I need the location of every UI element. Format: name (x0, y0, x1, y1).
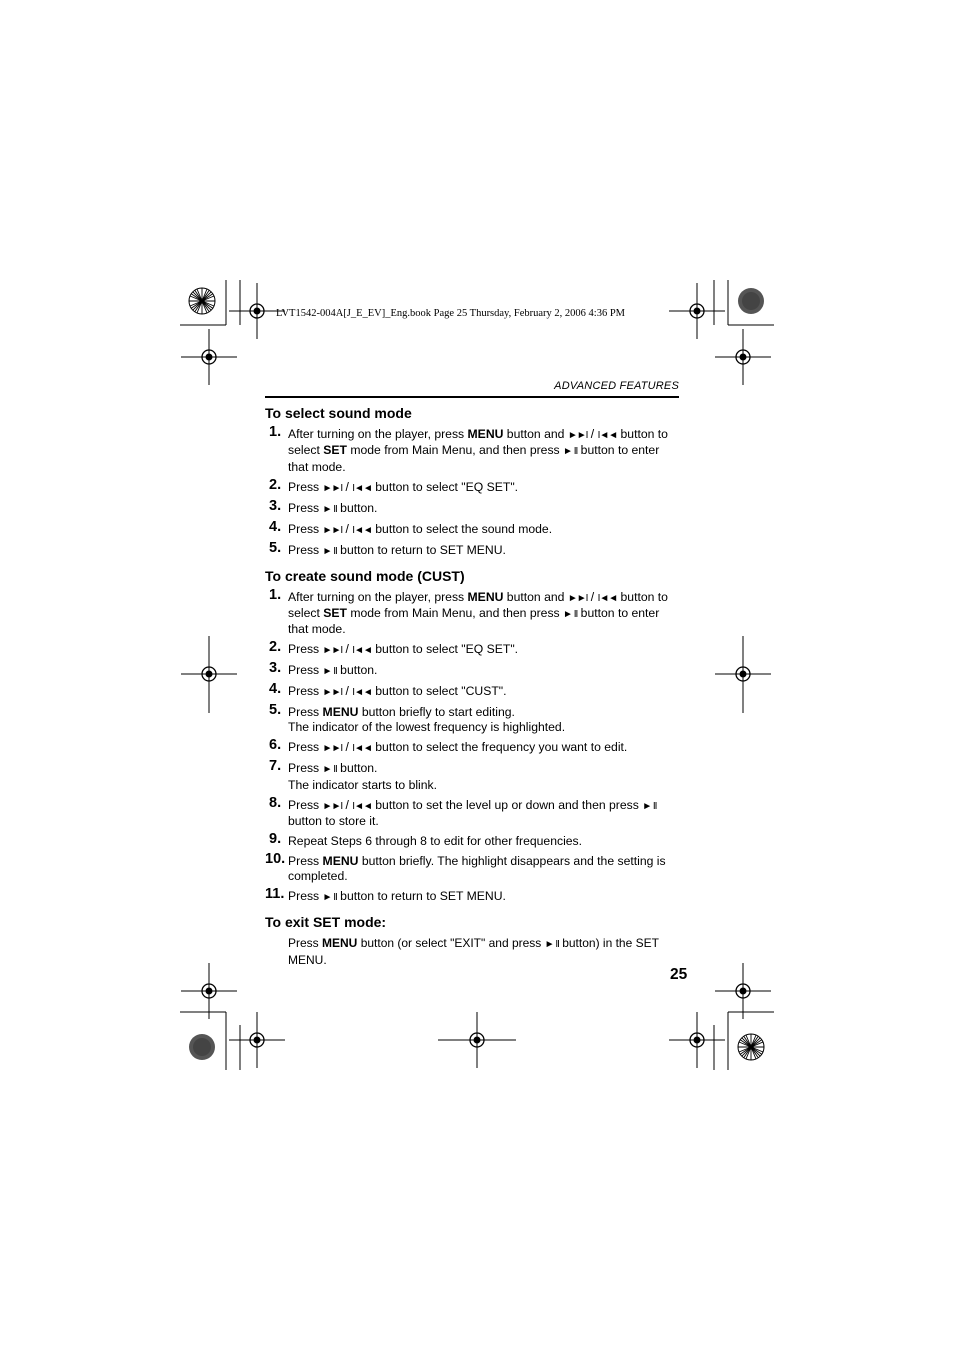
step-text: Press (288, 889, 323, 904)
step-text: button briefly to start editing. (358, 705, 515, 720)
menu-label: MENU (322, 936, 358, 951)
list-item: 4. Press ►►I / I◄◄ button to select "CUST". (269, 681, 507, 699)
step-text: button to select "EQ SET". (371, 479, 519, 494)
step-text: button to select (288, 427, 668, 458)
step-text: Repeat Steps 6 through 8 to edit for other frequencies. (288, 833, 583, 848)
prev-icon: I◄◄ (597, 592, 618, 604)
next-icon: ►►I (322, 800, 343, 812)
step-text: button briefly. The highlight disappears and the setting is completed. (288, 853, 666, 884)
prev-icon: I◄◄ (352, 482, 372, 494)
list-item: 6. Press ►►I / I◄◄ button to select the frequency you want to edit. (269, 737, 628, 755)
list-item (265, 886, 681, 905)
step-text: button. (336, 663, 378, 678)
step-number: 5. (269, 702, 282, 719)
step-text: Press (288, 853, 323, 868)
step-text: Press (288, 740, 323, 755)
step-text: button. (336, 761, 378, 776)
prev-icon: I◄◄ (352, 743, 372, 755)
steps-create (265, 586, 681, 906)
step-number: 4. (269, 681, 282, 698)
next-icon: ►►I (322, 743, 343, 755)
step-text: button (or select "EXIT" and press (357, 936, 545, 951)
step-text: button to select the frequency you want to edit. (371, 740, 628, 755)
step-note: The indicator of the lowest frequency is highlighted. (288, 720, 566, 735)
prev-icon: I◄◄ (352, 645, 372, 657)
step-text: button) in the SET MENU. (288, 936, 659, 967)
next-icon: ►►I (567, 430, 588, 441)
running-head: ADVANCED FEATURES (554, 380, 679, 392)
step-text: button to select "EQ SET". (371, 642, 519, 657)
play-pause-icon: ► II (322, 545, 337, 557)
menu-label: MENU (467, 589, 504, 604)
list-item: 1. After turning on the player, press MENU button and ►►I / I◄◄ button to select SET mode from Main Menu, and then press ► II button to enter that mode. (269, 586, 668, 637)
step-text: button to enter that mode. (288, 443, 660, 474)
step-text: button to return to SET MENU. (336, 542, 506, 557)
step-text: After turning on the player, press (288, 427, 468, 441)
play-pause-icon: ► II (322, 764, 337, 776)
step-text: Press (288, 521, 323, 536)
step-text: button and (503, 427, 568, 441)
next-icon: ►►I (322, 645, 343, 657)
prev-icon: I◄◄ (352, 800, 372, 812)
section-title-select: To select sound mode (265, 405, 412, 421)
menu-label: MENU (322, 705, 359, 720)
page-number: 25 (670, 966, 688, 983)
steps-select (265, 424, 681, 559)
section-title-exit: To exit SET mode: (265, 914, 387, 931)
prev-icon: I◄◄ (352, 687, 372, 699)
step-text: button to return to SET MENU. (336, 889, 506, 904)
step-number: 7. (269, 758, 282, 775)
step-text: button to store it. (288, 813, 379, 828)
list-item (265, 497, 681, 517)
list-item: 1. After turning on the player, press MENU button and ►►I / I◄◄ button to select SET mode from Main Menu, and then press ► II button to enter that mode. (269, 424, 668, 474)
prev-icon: I◄◄ (352, 524, 372, 536)
step-number: 9. (269, 830, 282, 847)
list-item: 8. Press ►►I / I◄◄ button to set the level up or down and then press ► II button to store it. (269, 794, 657, 828)
step-text: Press (288, 479, 323, 494)
step-text: Press (288, 642, 323, 657)
step-number: 10. (265, 850, 286, 867)
next-icon: ►►I (322, 482, 343, 494)
exit-instructions (265, 936, 681, 967)
next-icon: ►►I (322, 687, 343, 699)
list-item: 2. Press ►►I / I◄◄ button to select "EQ SET". (269, 639, 519, 657)
step-number: 6. (269, 737, 282, 754)
step-number: 3. (269, 497, 282, 514)
step-text: button. (336, 500, 378, 515)
list-item (265, 539, 681, 559)
file-info-line: LVT1542-004A[J_E_EV]_Eng.book Page 25 Thursday, February 2, 2006 4:36 PM (276, 308, 625, 319)
next-icon: ►►I (322, 524, 343, 536)
step-text: mode from Main Menu, and then press (346, 443, 564, 458)
play-pause-icon: ► II (642, 800, 657, 812)
step-text: After turning on the player, press (288, 589, 468, 604)
step-text: Press (288, 542, 323, 557)
step-text: Press (288, 500, 323, 515)
play-pause-icon: ► II (563, 608, 578, 620)
step-text: Press (288, 705, 323, 720)
set-label: SET (323, 443, 347, 458)
step-number: 2. (269, 639, 282, 656)
header-rule (265, 396, 679, 398)
step-text: button to select (288, 589, 668, 620)
list-item (265, 660, 681, 679)
step-number: 11. (265, 886, 285, 903)
page-content (265, 403, 681, 967)
list-item (265, 758, 681, 793)
step-text: button to enter that mode. (288, 605, 660, 637)
step-text: button to select the sound mode. (371, 521, 553, 536)
step-text: Press (288, 936, 323, 951)
set-label: SET (323, 605, 347, 620)
step-text: Press (288, 761, 323, 776)
play-pause-icon: ► II (322, 892, 337, 904)
step-text: button and (503, 589, 568, 604)
step-number: 8. (269, 794, 282, 811)
list-item (265, 830, 681, 849)
play-pause-icon: ► II (544, 939, 559, 951)
list-item: 4. Press ►►I / I◄◄ button to select the sound mode. (269, 518, 553, 536)
step-number: 4. (269, 518, 282, 535)
step-text: Press (288, 797, 323, 812)
step-number: 1. (269, 424, 282, 440)
step-number: 2. (269, 476, 282, 493)
step-text: button to select "CUST". (371, 684, 507, 699)
play-pause-icon: ► II (322, 503, 337, 515)
step-note: The indicator starts to blink. (288, 777, 438, 792)
step-text: Press (288, 684, 323, 699)
step-number: 5. (269, 539, 282, 556)
list-item (265, 850, 681, 885)
list-item: 2. Press ►►I / I◄◄ button to select "EQ SET". (269, 476, 519, 494)
step-text: mode from Main Menu, and then press (346, 605, 564, 620)
menu-label: MENU (322, 853, 359, 868)
play-pause-icon: ► II (563, 446, 578, 458)
menu-label: MENU (467, 427, 504, 441)
section-title-create: To create sound mode (CUST) (265, 567, 465, 584)
next-icon: ►►I (567, 592, 588, 604)
play-pause-icon: ► II (322, 666, 337, 678)
step-text: Press (288, 663, 323, 678)
step-text: button to set the level up or down and then press (371, 797, 643, 812)
step-number: 1. (269, 586, 282, 603)
list-item (265, 702, 681, 736)
step-number: 3. (269, 660, 282, 677)
prev-icon: I◄◄ (597, 430, 618, 441)
